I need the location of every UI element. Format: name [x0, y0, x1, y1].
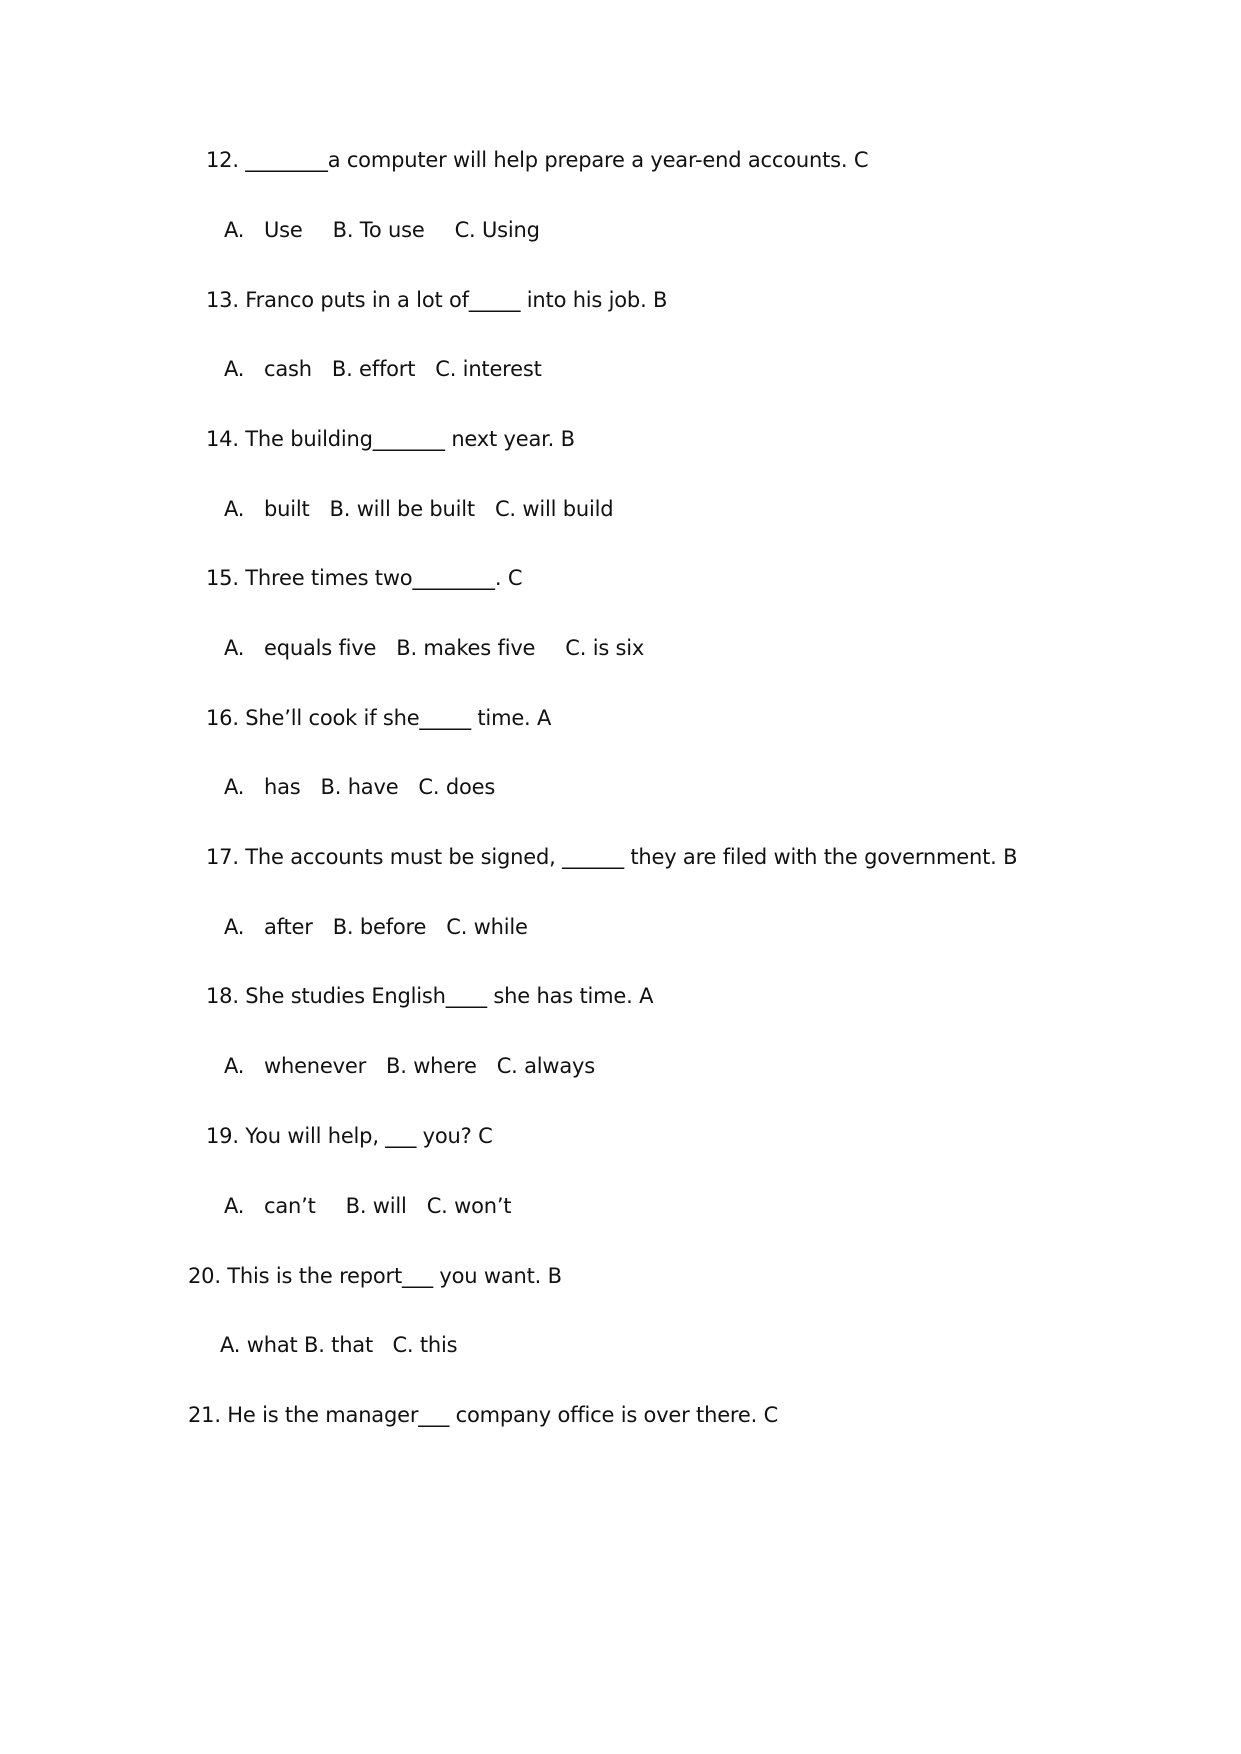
- question-stem: She’ll cook if she_____ time.: [245, 706, 531, 730]
- option-c: C. won’t: [426, 1194, 512, 1218]
- option-b: B. effort: [331, 357, 416, 381]
- option-b: B. To use: [332, 218, 425, 242]
- question-stem: Three times two________.: [245, 566, 502, 590]
- question-number: 13.: [206, 288, 239, 312]
- option-a-letter: A.: [224, 357, 245, 381]
- question-21: [188, 1401, 778, 1429]
- options-18: [224, 1052, 595, 1080]
- question-17: [206, 843, 1017, 871]
- option-a-letter: A.: [224, 497, 245, 521]
- question-stem: This is the report___ you want.: [227, 1264, 542, 1288]
- question-number: 18.: [206, 984, 239, 1008]
- question-stem: You will help, ___ you?: [245, 1124, 472, 1148]
- option-a-letter: A.: [224, 218, 245, 242]
- question-answer: A: [537, 706, 552, 730]
- option-a: built: [264, 497, 310, 521]
- options-20: [220, 1331, 457, 1359]
- question-answer: B: [547, 1264, 562, 1288]
- option-c: C. always: [496, 1054, 596, 1078]
- options-12: [224, 216, 540, 244]
- question-number: 14.: [206, 427, 239, 451]
- question-number: 17.: [206, 845, 239, 869]
- question-number: 20.: [188, 1264, 221, 1288]
- question-15: [206, 564, 522, 592]
- option-a-letter: A.: [224, 1054, 245, 1078]
- question-20: [188, 1262, 562, 1290]
- option-b: B. will be built: [329, 497, 475, 521]
- question-12: [206, 146, 868, 174]
- option-c: C. will build: [494, 497, 614, 521]
- question-answer: B: [560, 427, 575, 451]
- option-a: has: [264, 775, 301, 799]
- options-13: [224, 355, 542, 383]
- question-answer: C: [478, 1124, 493, 1148]
- options-14: [224, 495, 613, 523]
- question-14: [206, 425, 575, 453]
- options-16: [224, 773, 495, 801]
- option-a-letter: A.: [224, 1194, 245, 1218]
- question-16: [206, 704, 551, 732]
- option-c: C. is six: [565, 636, 645, 660]
- option-a: equals five: [264, 636, 377, 660]
- option-a-letter: A.: [224, 775, 245, 799]
- question-18: [206, 982, 653, 1010]
- question-stem: She studies English____ she has time.: [245, 984, 633, 1008]
- option-c: C. Using: [454, 218, 540, 242]
- option-a: whenever: [264, 1054, 367, 1078]
- question-answer: B: [653, 288, 668, 312]
- question-answer: C: [853, 148, 869, 172]
- option-a-letter: A.: [224, 915, 245, 939]
- option-a: after: [264, 915, 313, 939]
- question-stem: He is the manager___ company office is over there.: [227, 1403, 758, 1427]
- option-b: B. have: [320, 775, 399, 799]
- option-c: C. interest: [435, 357, 542, 381]
- option-a: Use: [264, 218, 303, 242]
- options-15: [224, 634, 644, 662]
- options-19: [224, 1192, 511, 1220]
- option-c: C. does: [418, 775, 496, 799]
- question-number: 15.: [206, 566, 239, 590]
- question-19: [206, 1122, 493, 1150]
- options-17: [224, 913, 528, 941]
- options-text: A. what B. that C. this: [220, 1333, 458, 1357]
- question-answer: B: [1003, 845, 1018, 869]
- option-b: B. before: [332, 915, 427, 939]
- option-b: B. makes five: [396, 636, 536, 660]
- question-stem: Franco puts in a lot of_____ into his job.: [245, 288, 647, 312]
- option-a: can’t: [264, 1194, 316, 1218]
- question-number: 16.: [206, 706, 239, 730]
- question-number: 21.: [188, 1403, 221, 1427]
- question-answer: C: [507, 566, 523, 590]
- option-b: B. where: [386, 1054, 477, 1078]
- question-answer: C: [763, 1403, 779, 1427]
- question-stem: ________a computer will help prepare a year-end accounts.: [245, 148, 848, 172]
- option-a: cash: [264, 357, 312, 381]
- question-number: 12.: [206, 148, 239, 172]
- option-c: C. while: [446, 915, 528, 939]
- option-a-letter: A.: [224, 636, 245, 660]
- question-number: 19.: [206, 1124, 239, 1148]
- option-b: B. will: [345, 1194, 407, 1218]
- question-stem: The building_______ next year.: [245, 427, 555, 451]
- question-answer: A: [639, 984, 654, 1008]
- question-13: [206, 286, 667, 314]
- question-stem: The accounts must be signed, ______ they are filed with the government.: [245, 845, 997, 869]
